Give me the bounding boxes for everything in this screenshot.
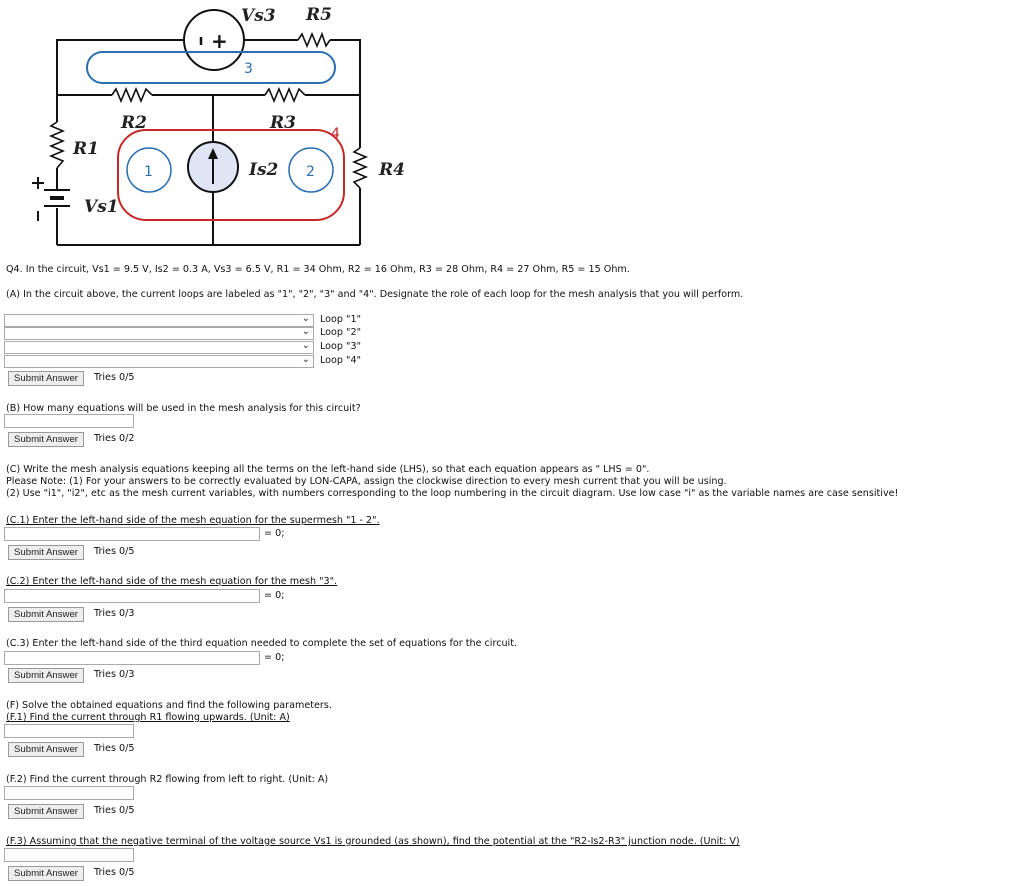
vs1-signs (32, 177, 44, 221)
r2-resistor (112, 89, 152, 101)
part-c1-submit-button[interactable]: Submit Answer (8, 545, 84, 560)
chevron-down-icon: ⌄ (301, 313, 310, 324)
vs1-label: Vs1 (84, 197, 119, 217)
part-f1-prompt: (F.1) Find the current through R1 flowing upwards. (Unit: A) (6, 712, 290, 723)
loop3-label: 3 (244, 61, 253, 77)
part-c-line3: (2) Use "i1", "i2", etc as the mesh current variables, with numbers corresponding to the loop numbering in the circuit diagram. Use low case "i" as the variable names are case sensitive! (6, 488, 899, 499)
loop2-label: 2 (306, 164, 315, 180)
part-c3-eq-zero: = 0; (264, 652, 285, 663)
loop2-role-select[interactable] (4, 327, 314, 340)
chevron-down-icon: ⌄ (301, 340, 310, 351)
chevron-down-icon: ⌄ (301, 354, 310, 365)
loop4-role-select[interactable] (4, 355, 314, 368)
vs1-battery (44, 190, 70, 206)
part-c1-input[interactable] (4, 527, 260, 541)
part-f3-submit-button[interactable]: Submit Answer (8, 866, 84, 881)
part-c2-input[interactable] (4, 589, 260, 603)
r1-label: R1 (73, 139, 99, 159)
part-c3-prompt: (C.3) Enter the left-hand side of the third equation needed to complete the set of equations for the circuit. (6, 638, 518, 649)
r2-label: R2 (121, 113, 147, 133)
loop3-role-select[interactable] (4, 341, 314, 354)
r4-label: R4 (379, 160, 405, 180)
loop4-label: 4 (331, 126, 340, 142)
part-f2-input[interactable] (4, 786, 134, 800)
loop2-select-label: Loop "2" (320, 327, 361, 338)
r5-label: R5 (306, 5, 332, 25)
part-c1-prompt: (C.1) Enter the left-hand side of the mesh equation for the supermesh "1 - 2". (6, 515, 380, 526)
part-b-input[interactable] (4, 414, 134, 428)
loop1-role-select[interactable] (4, 314, 314, 327)
wire-top-left (57, 40, 188, 95)
part-c-line1: (C) Write the mesh analysis equations keeping all the terms on the left-hand side (LHS), so that each equation appears as " LHS = 0". (6, 464, 650, 475)
vs3-label: Vs3 (241, 6, 276, 26)
question-intro: Q4. In the circuit, Vs1 = 9.5 V, Is2 = 0.3 A, Vs3 = 6.5 V, R1 = 34 Ohm, R2 = 16 Ohm, R3 = 28 Ohm, R4 = 27 Ohm, R5 = 15 Ohm. (6, 264, 630, 275)
part-f1-tries: Tries 0/5 (94, 743, 135, 754)
part-c3-input[interactable] (4, 651, 260, 665)
part-c1-tries: Tries 0/5 (94, 546, 135, 557)
r1-resistor (51, 122, 63, 168)
part-a-submit-button[interactable]: Submit Answer (8, 371, 84, 386)
loop1-label: 1 (144, 164, 153, 180)
part-f1-input[interactable] (4, 724, 134, 738)
part-f2-tries: Tries 0/5 (94, 805, 135, 816)
r3-resistor (265, 89, 305, 101)
part-a-prompt: (A) In the circuit above, the current loops are labeled as "1", "2", "3" and "4". Designate the role of each loop for the mesh analysis that you will perform. (6, 289, 744, 300)
part-c1-eq-zero: = 0; (264, 528, 285, 539)
part-f2-submit-button[interactable]: Submit Answer (8, 804, 84, 819)
part-c3-submit-button[interactable]: Submit Answer (8, 668, 84, 683)
part-c3-tries: Tries 0/3 (94, 669, 135, 680)
part-f3-tries: Tries 0/5 (94, 867, 135, 878)
r3-label: R3 (270, 113, 296, 133)
part-f1-submit-button[interactable]: Submit Answer (8, 742, 84, 757)
part-b-tries: Tries 0/2 (94, 433, 135, 444)
r4-resistor (354, 148, 366, 188)
part-f2-prompt: (F.2) Find the current through R2 flowing from left to right. (Unit: A) (6, 774, 329, 785)
loop1-select-label: Loop "1" (320, 314, 361, 325)
part-b-submit-button[interactable]: Submit Answer (8, 432, 84, 447)
loop4-select-label: Loop "4" (320, 355, 361, 366)
vs3-plus-sign: + (211, 29, 228, 53)
loop3-select-label: Loop "3" (320, 341, 361, 352)
part-a-tries: Tries 0/5 (94, 372, 135, 383)
part-f3-prompt: (F.3) Assuming that the negative terminal of the voltage source Vs1 is grounded (as shown), find the potential at the "R2-Is2-R3" junction node. (Unit: V) (6, 836, 740, 847)
part-c2-submit-button[interactable]: Submit Answer (8, 607, 84, 622)
is2-label: Is2 (249, 160, 279, 180)
part-c2-eq-zero: = 0; (264, 590, 285, 601)
part-f-prompt: (F) Solve the obtained equations and find the following parameters. (6, 700, 332, 711)
part-b-prompt: (B) How many equations will be used in the mesh analysis for this circuit? (6, 403, 361, 414)
part-c-line2: Please Note: (1) For your answers to be correctly evaluated by LON-CAPA, assign the clockwise direction to every mesh current that you will be using. (6, 476, 727, 487)
part-c2-prompt: (C.2) Enter the left-hand side of the mesh equation for the mesh "3". (6, 576, 338, 587)
chevron-down-icon: ⌄ (301, 326, 310, 337)
part-c2-tries: Tries 0/3 (94, 608, 135, 619)
r5-resistor (298, 34, 330, 46)
part-f3-input[interactable] (4, 848, 134, 862)
circuit-diagram (0, 0, 420, 255)
